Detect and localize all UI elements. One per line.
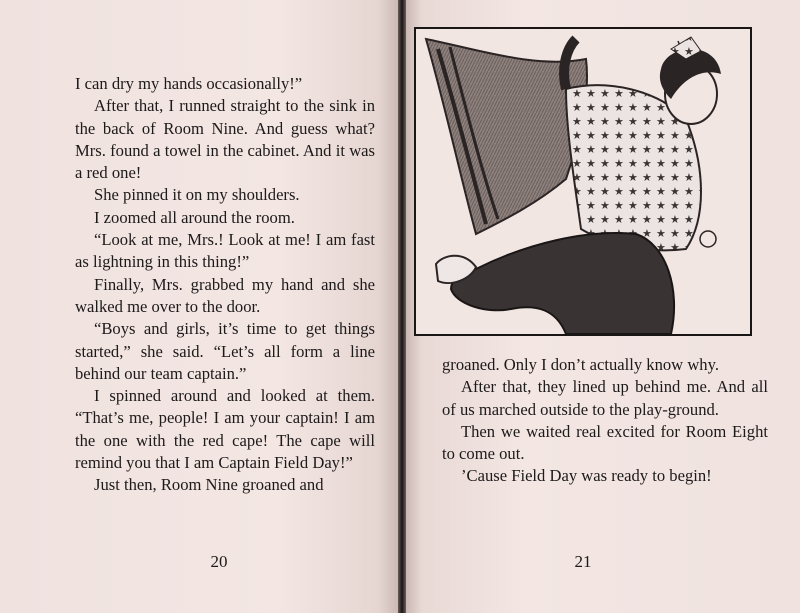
paragraph: I zoomed all around the room.: [94, 207, 295, 227]
dark-pants: [451, 233, 674, 334]
paragraph: ’Cause Field Day was ready to begin!: [461, 466, 712, 486]
illustration-girl-with-cape: [414, 27, 752, 336]
right-page-text: [442, 354, 768, 488]
paragraph: After that, I runned straight to the sink in the back of Room Nine. And guess what? Mrs. found a towel in the cabinet. And it was a red one!: [75, 96, 375, 183]
paragraph: Then we waited real excited for Room Eight to come out.: [442, 421, 768, 464]
paragraph: Just then, Room Nine groaned and: [94, 475, 324, 495]
left-page-text: [75, 73, 375, 497]
paragraph: groaned. Only I don’t actually know why.: [442, 355, 719, 374]
paragraph: Finally, Mrs. grabbed my hand and she walked me over to the door.: [75, 274, 375, 316]
page-number-left: 20: [210, 552, 228, 571]
paragraph: “Look at me, Mrs.! Look at me! I am fast as lightning in this thing!”: [75, 230, 375, 272]
paragraph: After that, they lined up behind me. And all of us marched outside to the play-ground.: [442, 377, 768, 419]
paragraph: She pinned it on my shoulders.: [94, 185, 300, 205]
paragraph: I can dry my hands occasionally!”: [75, 74, 303, 93]
book-gutter: [398, 0, 406, 613]
cape-girl-drawing: [416, 29, 750, 334]
page-number-right: 21: [574, 552, 592, 571]
paragraph: “Boys and girls, it’s time to get things started,” she said. “Let’s all form a line behind our team captain.”: [75, 319, 375, 383]
left-page: [0, 0, 398, 613]
paragraph: I spinned around and looked at them. “That’s me, people! I am your captain! I am the one with the red cape! The cape will remind you that I am Captain Field Day!”: [75, 386, 375, 473]
